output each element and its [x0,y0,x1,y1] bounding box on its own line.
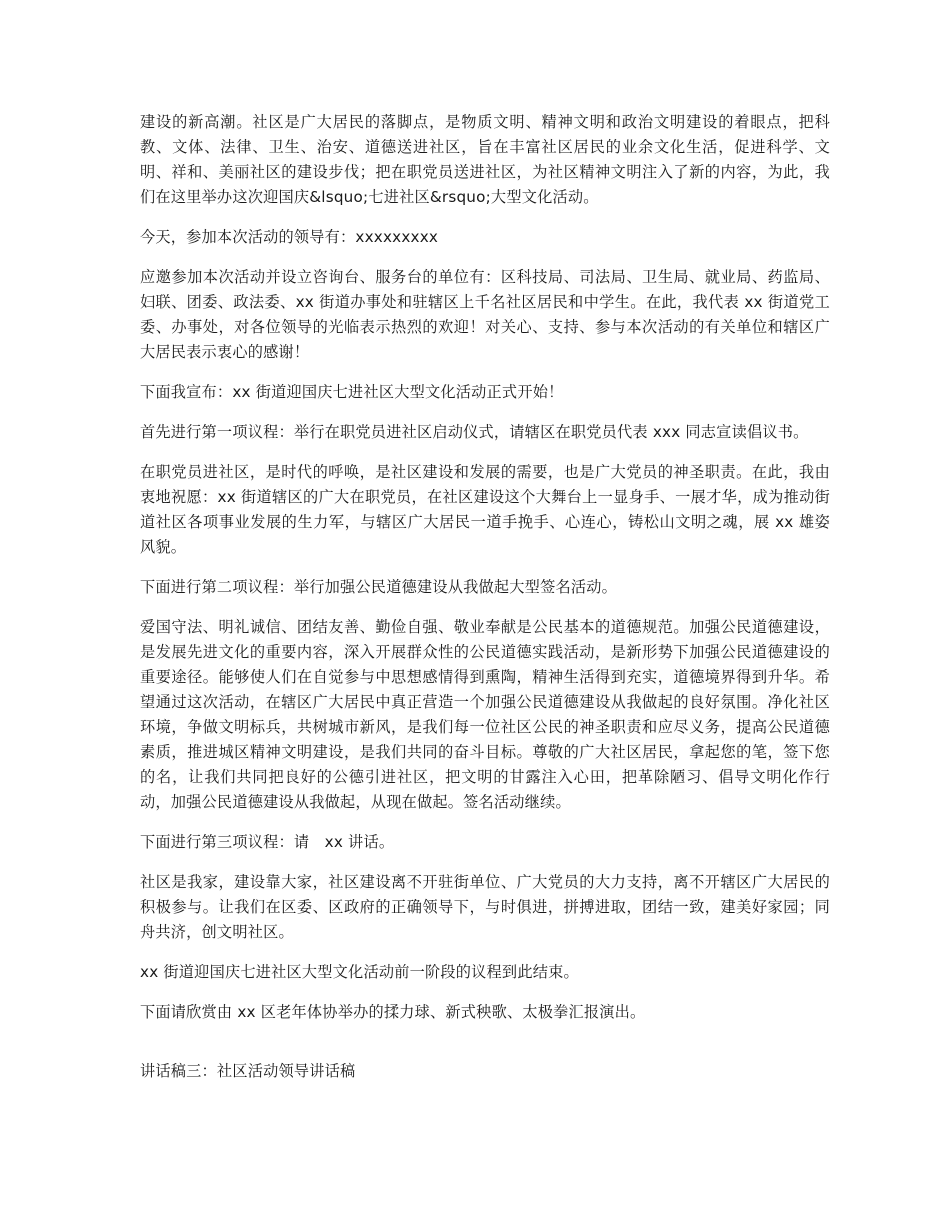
paragraph-1: 建设的新高潮。社区是广大居民的落脚点，是物质文明、精神文明和政治文明建设的着眼点，把科教、文体、法律、卫生、治安、道德送进社区，旨在丰富社区居民的业余文化生活，促进科学、文明、祥和、美丽社区的建设步伐；把在职党员送进社区，为社区精神文明注入了新的内容，为此，我们在这里举办这次迎国庆&lsquo;七进社区&rsquo;大型文化活动。 [140,113,830,206]
paragraph-12: 下面请欣赏由 xx 区老年体协举办的揉力球、新式秧歌、太极拳汇报演出。 [140,1003,646,1021]
paragraph-11: xx 街道迎国庆七进社区大型文化活动前一阶段的议程到此结束。 [140,963,579,981]
paragraph-7: 下面进行第二项议程：举行加强公民道德建设从我做起大型签名活动。 [140,578,618,596]
section-heading: 讲话稿三：社区活动领导讲话稿 [140,1062,356,1080]
paragraph-8: 爱国守法、明礼诚信、团结友善、勤俭自强、敬业奉献是公民基本的道德规范。加强公民道德建设，是发展先进文化的重要内容，深入开展群众性的公民道德实践活动，是新形势下加强公民道德建设的重要途径。能够使人们在自觉参与中思想感情得到熏陶，精神生活得到充实，道德境界得到升华。希望通过这次活动，在辖区广大居民中真正营造一个加强公民道德建设从我做起的良好氛围。净化社区环境，争做文明标兵，共树城市新风，是我们每一位社区公民的神圣职责和应尽义务，提高公民道德素质，推进城区精神文明建设，是我们共同的奋斗目标。尊敬的广大社区居民，拿起您的笔，签下您的名，让我们共同把良好的公德引进社区，把文明的甘露注入心田，把革除陋习、倡导文明化作行动，加强公民道德建设从我做起，从现在做起。签名活动继续。 [140,618,830,811]
paragraph-9: 下面进行第三项议程：请 xx 讲话。 [140,833,395,851]
paragraph-6: 在职党员进社区，是时代的呼唤，是社区建设和发展的需要，也是广大党员的神圣职责。在此，我由衷地祝愿：xx 街道辖区的广大在职党员，在社区建设这个大舞台上一显身手、一展才华，成为推动街道社区各项事业发展的生力军，与辖区广大居民一道手挽手、心连心，铸松山文明之魂，展 xx 雄姿风貌。 [140,463,830,556]
paragraph-2: 今天，参加本次活动的领导有：xxxxxxxxx [140,228,439,246]
paragraph-10: 社区是我家，建设靠大家，社区建设离不开驻街单位、广大党员的大力支持，离不开辖区广大居民的积极参与。让我们在区委、区政府的正确领导下，与时俱进，拼搏进取，团结一致，建美好家园；同舟共济，创文明社区。 [140,873,830,941]
document-body [140,110,830,1084]
paragraph-5: 首先进行第一项议程：举行在职党员进社区启动仪式，请辖区在职党员代表 xxx 同志宣读倡议书。 [140,423,809,441]
paragraph-3: 应邀参加本次活动并设立咨询台、服务台的单位有：区科技局、司法局、卫生局、就业局、药监局、妇联、团委、政法委、xx 街道办事处和驻辖区上千名社区居民和中学生。在此，我代表 xx 街道党工委、办事处，对各位领导的光临表示热烈的欢迎！对关心、支持、参与本次活动的有关单位和辖区广大居民表示衷心的感谢！ [140,268,830,361]
paragraph-4: 下面我宣布：xx 街道迎国庆七进社区大型文化活动正式开始！ [140,383,564,401]
